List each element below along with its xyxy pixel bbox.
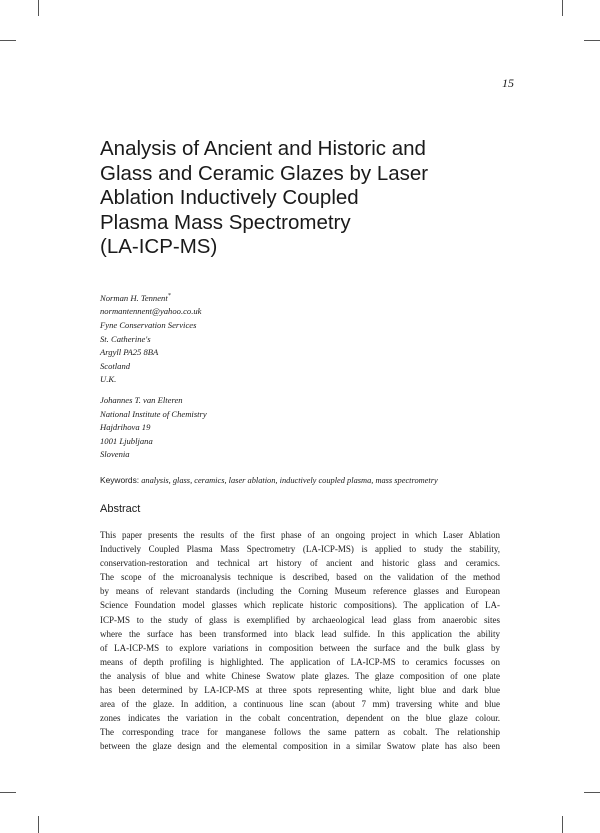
title-line: Ablation Inductively Coupled (100, 186, 359, 210)
author-address: 1001 Ljubljana (100, 435, 153, 446)
author-block-2 (100, 394, 207, 462)
author-address: Hajdrihova 19 (100, 422, 151, 433)
crop-mark-top-left-h (0, 40, 16, 41)
abstract-body (100, 528, 500, 754)
abstract-line: The corresponding trace for manganese follows the same pattern as cobalt. The relationship (100, 727, 500, 738)
abstract-line: of LA-ICP-MS to explore variations in composition between the surface and the bulk glass by (100, 642, 500, 653)
author-email[interactable]: normantennent@yahoo.co.uk (100, 306, 202, 317)
keywords (100, 475, 438, 485)
crop-mark-bottom-right (562, 816, 563, 833)
title-line: (LA-ICP-MS) (100, 235, 218, 259)
keywords-label: Keywords: (100, 475, 140, 485)
author-name: Norman H. Tennent* (100, 292, 171, 303)
title-line: Plasma Mass Spectrometry (100, 210, 351, 234)
abstract-heading: Abstract (100, 503, 141, 515)
abstract-line: Science Foundation model glasses which replicate historic compositions). The application of LA- (100, 600, 500, 611)
abstract-line: Inductively Coupled Plasma Mass Spectrometry (LA-ICP-MS) is applied to study the stability, (100, 544, 500, 555)
author-marker: * (167, 293, 171, 299)
crop-mark-top-left (38, 0, 39, 16)
crop-mark-top-right-h (584, 40, 600, 41)
author-affiliation: Fyne Conservation Services (100, 320, 197, 331)
title-line: Analysis of Ancient and Historic and (100, 137, 426, 160)
abstract-line: has been determined by LA-ICP-MS at three spots representing white, light blue and dark blue (100, 685, 500, 696)
author-address: U.K. (100, 374, 117, 385)
author-address: Scotland (100, 360, 131, 371)
abstract-line: between the glaze design and the elemental composition in a similar Swatow plate has also been (100, 741, 500, 752)
abstract-line: The scope of the microanalysis technique is described, based on the validation of the method (100, 572, 500, 583)
paper-title (100, 137, 520, 260)
abstract-line: where the surface has been transformed into black lead sulfide. In this application the ability (100, 628, 500, 639)
author-block-1 (100, 290, 201, 387)
crop-mark-bottom-right-h (584, 792, 600, 793)
keywords-text: analysis, glass, ceramics, laser ablation, inductively coupled plasma, mass spectrometry (141, 476, 438, 485)
author-address: St. Catherine's (100, 333, 151, 344)
crop-mark-bottom-left (38, 816, 39, 833)
author-address: Argyll PA25 8BA (100, 347, 159, 358)
abstract-line: by means of relevant standards (including the Corning Museum reference glasses and European (100, 586, 500, 597)
abstract-line: area of the glaze. In addition, a continuous line scan (about 7 mm) traversing white and blue (100, 699, 500, 710)
crop-mark-bottom-left-h (0, 792, 16, 793)
author-affiliation: National Institute of Chemistry (100, 408, 207, 419)
author-name: Johannes T. van Elteren (100, 395, 183, 405)
abstract-line: the analysis of blue and white Chinese Swatow plate glazes. The glaze composition of one plate (100, 670, 500, 681)
crop-mark-top-right (562, 0, 563, 16)
abstract-line: ICP-MS to the study of glass is exemplified by archaeological lead glass from anaerobic sites (100, 614, 500, 625)
abstract-line: means of depth profiling is highlighted. The application of LA-ICP-MS to ceramics focusses on (100, 656, 500, 667)
page-number: 15 (502, 76, 514, 90)
title-line: Glass and Ceramic Glazes by Laser (100, 161, 429, 185)
abstract-line: conservation-restoration and technical art history of ancient and historic glass and ceramics. (100, 558, 500, 569)
author-address: Slovenia (100, 449, 130, 460)
abstract-line: zones indicates the variation in the cobalt concentration, dependent on the blue glaze colour. (100, 713, 500, 724)
abstract-line: This paper presents the results of the first phase of an ongoing project in which Laser Ablation (100, 530, 500, 540)
